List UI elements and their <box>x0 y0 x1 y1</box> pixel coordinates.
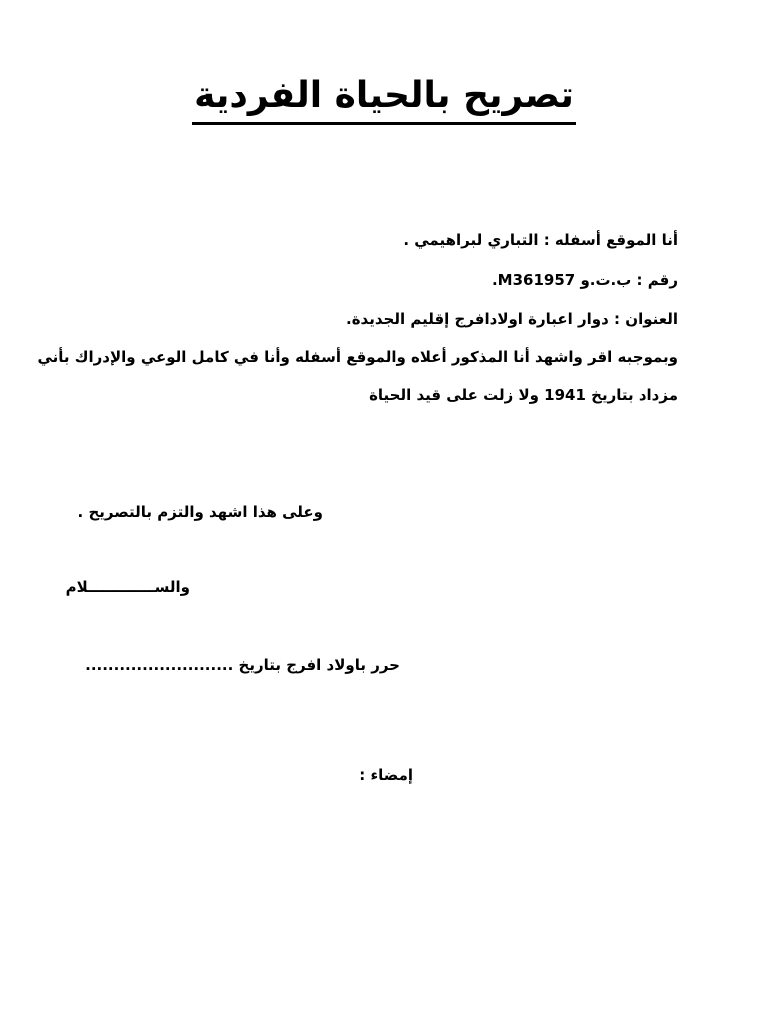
written-at-line: حرر باولاد افرج بتاريخ .......................... <box>85 656 400 674</box>
closing-line: وعلى هذا اشهد والتزم بالتصريح . <box>77 503 323 521</box>
signer-line: أنا الموقع أسفله : التباري لبراهيمي . <box>403 231 678 249</box>
declaration-line-2: مزداد بتاريخ 1941 ولا زلت على قيد الحياة <box>369 386 678 404</box>
document-title-wrapper <box>0 75 768 125</box>
declaration-line-1: وبموجبه اقر واشهد أنا المذكور أعلاه والموقع أسفله وأنا في كامل الوعي والإدراك بأني <box>37 348 678 366</box>
id-number-line: رقم : ب.ت.و M361957. <box>491 271 678 289</box>
document-title: تصريح بالحياة الفردية <box>192 78 576 125</box>
address-line: العنوان : دوار اعبارة اولادافرج إقليم الجديدة. <box>346 310 678 328</box>
signature-line: إمضاء : <box>359 766 413 784</box>
salutation-line: والســـــــــــــلام <box>65 578 190 596</box>
